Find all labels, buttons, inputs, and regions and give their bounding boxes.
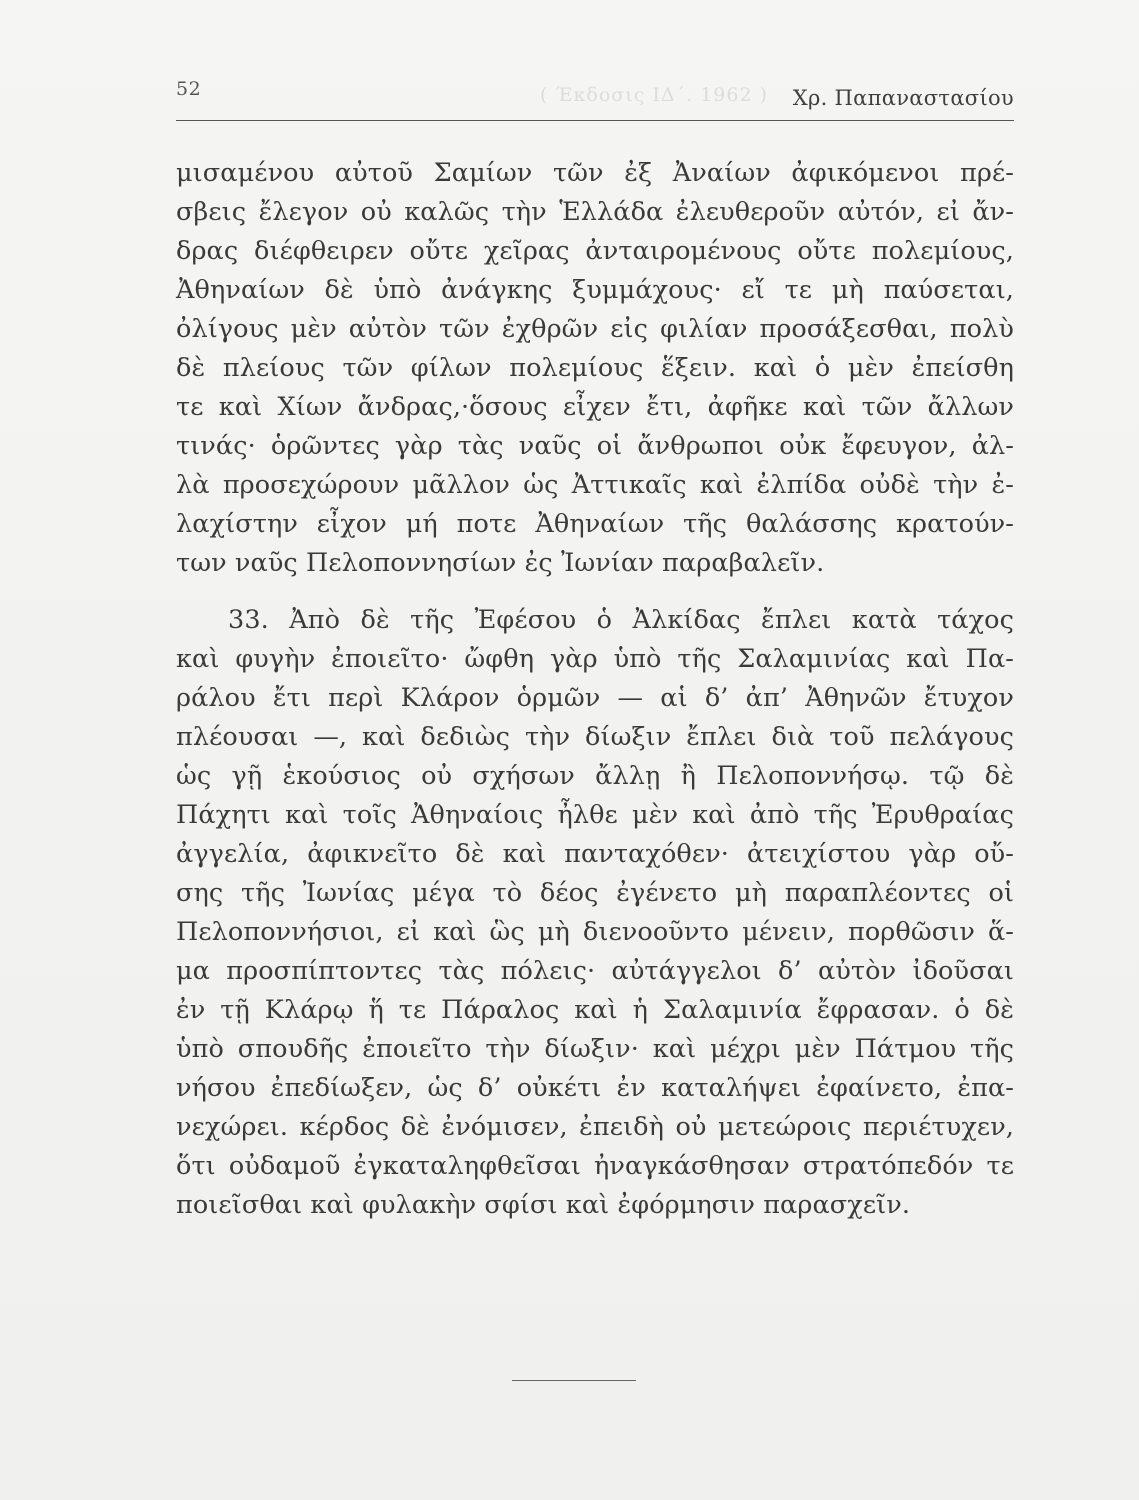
paragraph bbox=[176, 601, 1014, 1225]
text-line: ἀγγελία, ἀφικνεῖτο δὲ καὶ πανταχόθεν· ἀτειχίστου γὰρ οὔ- bbox=[176, 839, 1014, 869]
paragraph bbox=[176, 154, 1014, 583]
text-line: ὀλίγους μὲν αὐτὸν τῶν ἐχθρῶν εἰς φιλίαν προσάξεσθαι, πολὺ bbox=[176, 314, 1014, 344]
text-line: 33. Ἀπὸ δὲ τῆς Ἐφέσου ὁ Ἀλκίδας ἔπλει κατὰ τάχος bbox=[228, 605, 1014, 635]
text-line: Πελοποννήσιοι, εἰ καὶ ὣς μὴ διενοοῦντο μένειν, πορθῶσιν ἅ- bbox=[176, 917, 1014, 947]
page-number: 52 bbox=[176, 78, 202, 100]
text-line: νήσου ἐπεδίωξεν, ὡς δ’ οὐκέτι ἐν καταλήψει ἐφαίνετο, ἐπα- bbox=[176, 1073, 1014, 1103]
text-line: σβεις ἔλεγον οὐ καλῶς τὴν Ἑλλάδα ἐλευθεροῦν αὐτόν, εἰ ἄν- bbox=[176, 197, 1014, 227]
text-line: λαχίστην εἶχον μή ποτε Ἀθηναίων τῆς θαλάσσης κρατούν- bbox=[176, 509, 1014, 539]
footer-rule bbox=[512, 1380, 636, 1381]
text-line: Πάχητι καὶ τοῖς Ἀθηναίοις ἦλθε μὲν καὶ ἀπὸ τῆς Ἐρυθραίας bbox=[176, 800, 1014, 830]
text-line: των ναῦς Πελοποννησίων ἐς Ἰωνίαν παραβαλεῖν. bbox=[176, 548, 825, 578]
text-line: ὡς γῇ ἑκούσιος οὐ σχήσων ἄλλῃ ἢ Πελοποννήσῳ. τῷ δὲ bbox=[176, 761, 1014, 791]
text-line: μισαμένου αὐτοῦ Σαμίων τῶν ἐξ Ἀναίων ἀφικόμενοι πρέ- bbox=[176, 158, 1014, 188]
text-line: νεχώρει. κέρδος δὲ ἐνόμισεν, ἐπειδὴ οὐ μετεώροις περιέτυχεν, bbox=[176, 1112, 1014, 1142]
text-line: ὅτι οὐδαμοῦ ἐγκαταληφθεῖσαι ἠναγκάσθησαν στρατόπεδόν τε bbox=[176, 1151, 1014, 1181]
text-line: Ἀθηναίων δὲ ὑπὸ ἀνάγκης ξυμμάχους· εἴ τε μὴ παύσεται, bbox=[176, 275, 1014, 305]
text-line: ὑπὸ σπουδῆς ἐποιεῖτο τὴν δίωξιν· καὶ μέχρι μὲν Πάτμου τῆς bbox=[176, 1034, 1014, 1064]
running-head: Χρ. Παπαναστασίου bbox=[792, 86, 1014, 110]
text-line: ἐν τῇ Κλάρῳ ἥ τε Πάραλος καὶ ἡ Σαλαμινία ἔφρασαν. ὁ δὲ bbox=[176, 995, 1014, 1025]
bleed-through-text: ( Έκδοσις ΙΔ΄. 1962 ) bbox=[540, 84, 769, 106]
text-line: λὰ προσεχώρουν μᾶλλον ὡς Ἀττικαῖς καὶ ἐλπίδα οὐδὲ τὴν ἐ- bbox=[176, 470, 1014, 500]
text-line: τε καὶ Χίων ἄνδρας,·ὅσους εἶχεν ἔτι, ἀφῆκε καὶ τῶν ἄλλων bbox=[176, 392, 1014, 422]
text-line: πλέουσαι —, καὶ δεδιὼς τὴν δίωξιν ἔπλει διὰ τοῦ πελάγους bbox=[176, 722, 1014, 752]
body-text bbox=[176, 154, 1014, 1225]
header-rule bbox=[176, 120, 1014, 121]
text-line: ποιεῖσθαι καὶ φυλακὴν σφίσι καὶ ἐφόρμησιν παρασχεῖν. bbox=[176, 1190, 911, 1220]
text-line: τινάς· ὁρῶντες γὰρ τὰς ναῦς οἱ ἄνθρωποι οὐκ ἔφευγον, ἀλ- bbox=[176, 431, 1014, 461]
text-line: μα προσπίπτοντες τὰς πόλεις· αὐτάγγελοι δ’ αὐτὸν ἰδοῦσαι bbox=[176, 956, 1014, 986]
page-header bbox=[176, 78, 1014, 118]
text-line: δὲ πλείους τῶν φίλων πολεμίους ἕξειν. καὶ ὁ μὲν ἐπείσθη bbox=[176, 353, 1014, 383]
text-line: ράλου ἔτι περὶ Κλάρον ὁρμῶν — αἱ δ’ ἀπ’ Ἀθηνῶν ἔτυχον bbox=[176, 683, 1014, 713]
text-line: δρας διέφθειρεν οὔτε χεῖρας ἀνταιρομένους οὔτε πολεμίους, bbox=[176, 236, 1014, 266]
text-line: καὶ φυγὴν ἐποιεῖτο· ὤφθη γὰρ ὑπὸ τῆς Σαλαμινίας καὶ Πα- bbox=[176, 644, 1014, 674]
paragraph-gap bbox=[176, 583, 1014, 601]
text-line: σης τῆς Ἰωνίας μέγα τὸ δέος ἐγένετο μὴ παραπλέοντες οἱ bbox=[176, 878, 1014, 908]
